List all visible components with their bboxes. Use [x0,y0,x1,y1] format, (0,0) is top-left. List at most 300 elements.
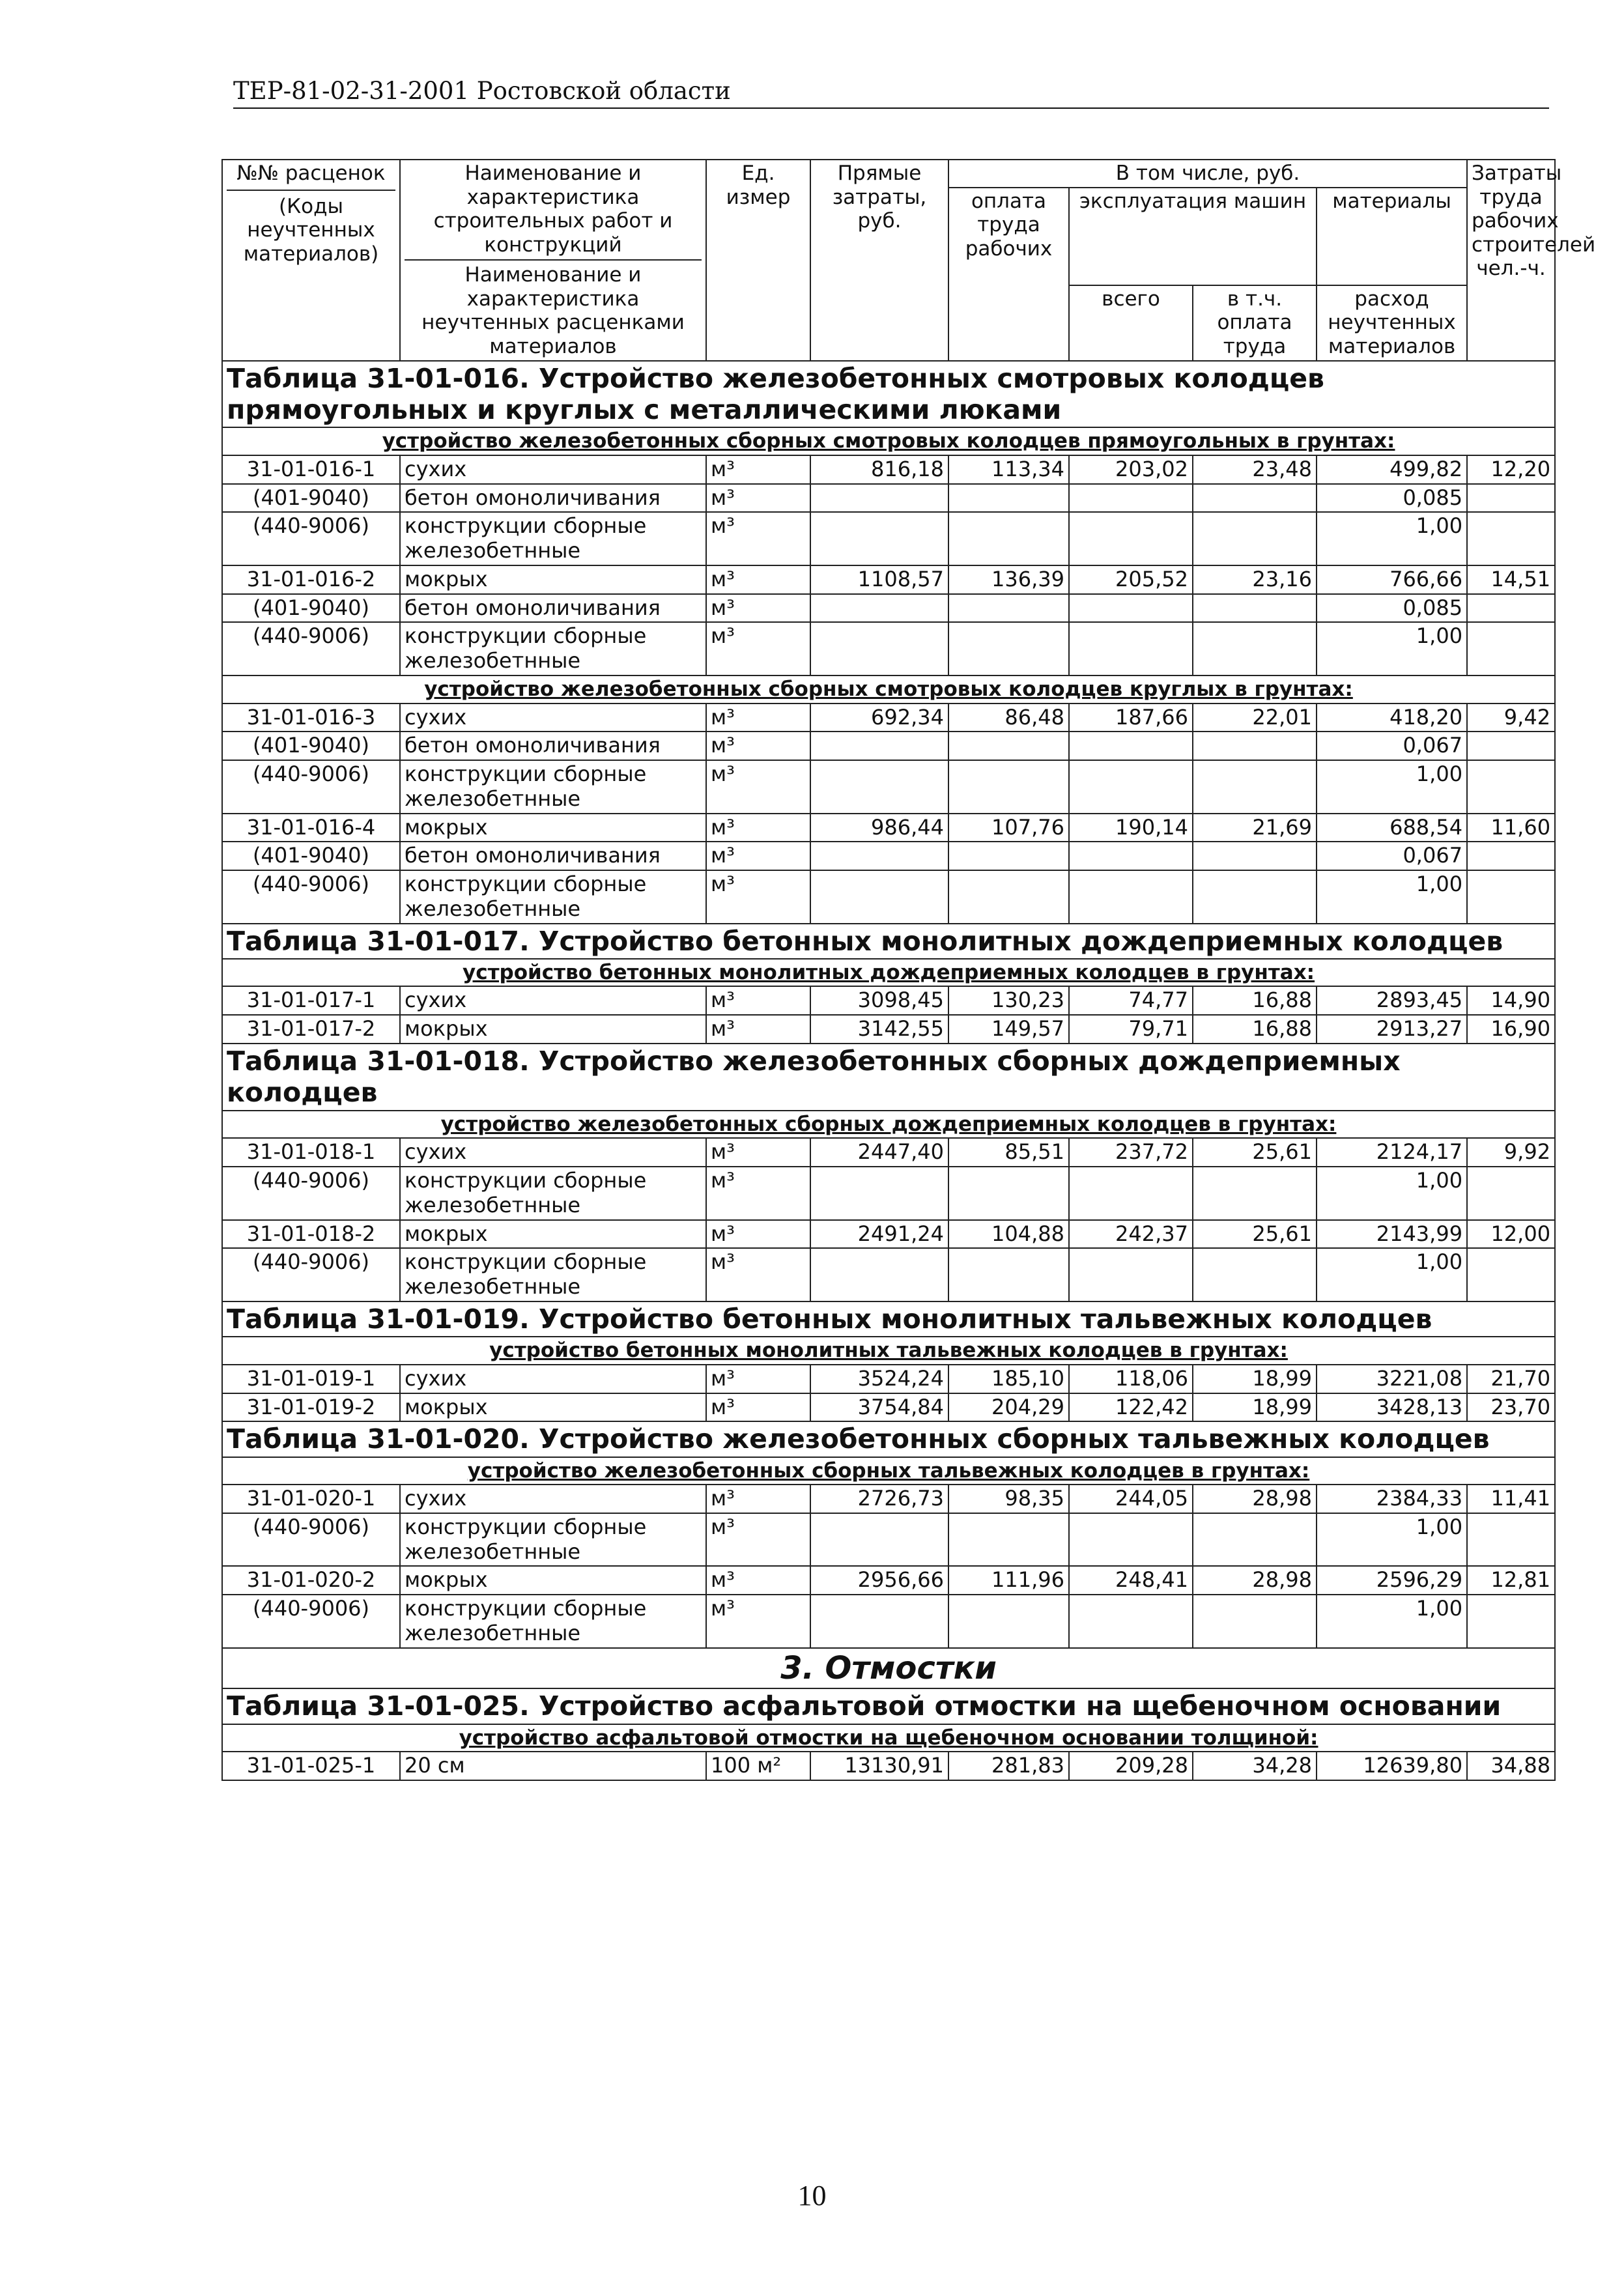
material-unit: м³ [706,484,810,513]
machines-total: 79,71 [1069,1015,1193,1044]
group-heading-row [222,1457,1555,1485]
empty-cell [948,622,1069,675]
work-name: мокрых [400,1220,706,1249]
unit: м³ [706,1365,810,1393]
machines-wages: 18,99 [1193,1393,1317,1422]
materials: 766,66 [1317,565,1467,594]
machines-total: 209,28 [1069,1752,1193,1780]
material-name: конструкции сборные железобетнные [400,760,706,814]
material-quantity: 1,00 [1317,512,1467,565]
machines-total: 242,37 [1069,1220,1193,1249]
rate-code: 31-01-018-1 [222,1138,400,1167]
machines-total: 187,66 [1069,704,1193,732]
table-title-row [222,1044,1555,1111]
empty-cell [948,1595,1069,1648]
material-row [222,870,1555,924]
rate-code: 31-01-018-2 [222,1220,400,1249]
empty-cell [1069,760,1193,814]
material-row [222,1248,1555,1301]
machines-total: 244,05 [1069,1485,1193,1513]
machines-total: 122,42 [1069,1393,1193,1422]
empty-cell [1467,1513,1555,1567]
group-heading [222,959,1555,987]
group-heading-text: устройство асфальтовой отмостки на щебеночном основании толщиной: [459,1726,1318,1750]
empty-cell [948,484,1069,513]
section-heading-row [222,1648,1555,1689]
wages: 281,83 [948,1752,1069,1780]
material-unit: м³ [706,1513,810,1567]
work-name: сухих [400,455,706,484]
table-row [222,1365,1555,1393]
empty-cell [1069,594,1193,623]
material-row [222,1513,1555,1567]
wages: 98,35 [948,1485,1069,1513]
labor-costs: 16,90 [1467,1015,1555,1044]
group-heading-row [222,1111,1555,1139]
work-name: мокрых [400,1566,706,1595]
material-code: (440-9006) [222,1513,400,1567]
empty-cell [1193,594,1317,623]
material-code: (440-9006) [222,760,400,814]
group-heading [222,675,1555,704]
machines-wages: 28,98 [1193,1566,1317,1595]
empty-cell [1069,732,1193,760]
wages: 185,10 [948,1365,1069,1393]
table-title-row [222,924,1555,959]
empty-cell [810,594,948,623]
machines-total: 190,14 [1069,814,1193,842]
material-unit: м³ [706,622,810,675]
empty-cell [810,1595,948,1648]
wages: 113,34 [948,455,1069,484]
group-heading [222,1457,1555,1485]
material-name: конструкции сборные железобетнные [400,1248,706,1301]
rate-code: 31-01-019-2 [222,1393,400,1422]
material-unit: м³ [706,870,810,924]
materials: 2913,27 [1317,1015,1467,1044]
materials: 3221,08 [1317,1365,1467,1393]
table-row [222,1220,1555,1249]
machines-total: 248,41 [1069,1566,1193,1595]
table-row [222,986,1555,1015]
empty-cell [1069,484,1193,513]
empty-cell [1069,512,1193,565]
unit: м³ [706,1566,810,1595]
materials: 2143,99 [1317,1220,1467,1249]
rates-table [221,159,1596,1781]
material-name: конструкции сборные железобетнные [400,512,706,565]
column-machines-total-header: всего [1069,285,1193,361]
empty-cell [810,842,948,870]
group-heading-text: устройство железобетонных сборных дождеприемных колодцев в грунтах: [440,1112,1337,1136]
table-row [222,1752,1555,1780]
empty-cell [1069,622,1193,675]
empty-cell [1193,1167,1317,1220]
document-header: ТЕР-81-02-31-2001 Ростовской области [233,77,1549,109]
table-title: Таблица 31-01-020. Устройство железобетонных сборных тальвежных колодцев [222,1421,1555,1457]
material-unit: м³ [706,594,810,623]
table-title: Таблица 31-01-017. Устройство бетонных монолитных дождеприемных колодцев [222,924,1555,959]
machines-wages: 18,99 [1193,1365,1317,1393]
material-name: конструкции сборные железобетнные [400,1595,706,1648]
rate-code: 31-01-017-2 [222,1015,400,1044]
machines-wages: 25,61 [1193,1138,1317,1167]
direct-costs: 13130,91 [810,1752,948,1780]
empty-cell [1193,484,1317,513]
table-title: Таблица 31-01-025. Устройство асфальтовой отмостки на щебеночном основании [222,1688,1555,1724]
material-code: (440-9006) [222,1595,400,1648]
unit: м³ [706,565,810,594]
wages: 149,57 [948,1015,1069,1044]
direct-costs: 2956,66 [810,1566,948,1595]
table-title-row [222,361,1555,428]
unit: м³ [706,814,810,842]
machines-wages: 23,48 [1193,455,1317,484]
machines-wages: 21,69 [1193,814,1317,842]
labor-costs: 12,00 [1467,1220,1555,1249]
empty-cell [1193,512,1317,565]
wages: 136,39 [948,565,1069,594]
empty-cell [1069,870,1193,924]
work-name: сухих [400,986,706,1015]
empty-cell [1467,512,1555,565]
material-code: (440-9006) [222,870,400,924]
work-name: сухих [400,1138,706,1167]
empty-cell [948,732,1069,760]
material-code: (440-9006) [222,622,400,675]
material-code: (401-9040) [222,732,400,760]
group-heading [222,1337,1555,1365]
empty-cell [810,1513,948,1567]
materials: 3428,13 [1317,1393,1467,1422]
material-row [222,842,1555,870]
material-code: (401-9040) [222,594,400,623]
table-row [222,1015,1555,1044]
machines-total: 205,52 [1069,565,1193,594]
material-name: бетон омоноличивания [400,484,706,513]
rate-code: 31-01-020-1 [222,1485,400,1513]
rate-code: 31-01-020-2 [222,1566,400,1595]
column-unit-header: Ед. измер [706,160,810,361]
empty-cell [810,1167,948,1220]
wages: 104,88 [948,1220,1069,1249]
group-heading-row [222,959,1555,987]
unit: м³ [706,1015,810,1044]
direct-costs: 3098,45 [810,986,948,1015]
work-name: сухих [400,1365,706,1393]
empty-cell [810,870,948,924]
machines-total: 237,72 [1069,1138,1193,1167]
machines-wages: 25,61 [1193,1220,1317,1249]
material-row [222,1167,1555,1220]
column-direct-header: Прямые затраты, руб. [810,160,948,361]
column-materials-unaccounted-header: расход неучтенных материалов [1317,285,1467,361]
column-code-bottom: (Коды неучтенных материалов) [243,194,379,266]
table-row [222,1485,1555,1513]
empty-cell [1193,870,1317,924]
material-row [222,760,1555,814]
material-code: (401-9040) [222,842,400,870]
unit: 100 м² [706,1752,810,1780]
direct-costs: 692,34 [810,704,948,732]
material-quantity: 1,00 [1317,1167,1467,1220]
rate-code: 31-01-017-1 [222,986,400,1015]
rate-code: 31-01-016-4 [222,814,400,842]
unit: м³ [706,1138,810,1167]
empty-cell [1467,760,1555,814]
empty-cell [1069,1513,1193,1567]
labor-costs: 9,42 [1467,704,1555,732]
labor-costs: 11,41 [1467,1485,1555,1513]
work-name: сухих [400,1485,706,1513]
direct-costs: 2447,40 [810,1138,948,1167]
material-row [222,512,1555,565]
rates-content [221,159,1596,1781]
unit: м³ [706,455,810,484]
material-unit: м³ [706,1167,810,1220]
empty-cell [1467,1595,1555,1648]
material-name: конструкции сборные железобетнные [400,870,706,924]
work-name: мокрых [400,565,706,594]
material-name: конструкции сборные железобетнные [400,1167,706,1220]
labor-costs: 14,51 [1467,565,1555,594]
column-name-top: Наименование и характеристика строительных работ и конструкций [405,162,702,261]
material-quantity: 0,067 [1317,732,1467,760]
empty-cell [810,760,948,814]
materials: 12639,80 [1317,1752,1467,1780]
unit: м³ [706,1485,810,1513]
empty-cell [1069,1595,1193,1648]
table-row [222,1393,1555,1422]
material-row [222,594,1555,623]
group-heading-text: устройство бетонных монолитных тальвежных колодцев в грунтах: [489,1339,1288,1363]
machines-wages: 34,28 [1193,1752,1317,1780]
material-quantity: 1,00 [1317,760,1467,814]
column-including-header: В том числе, руб. [948,160,1467,188]
wages: 107,76 [948,814,1069,842]
table-row [222,814,1555,842]
section-heading: 3. Отмостки [222,1648,1555,1689]
materials: 418,20 [1317,704,1467,732]
table-row [222,1566,1555,1595]
empty-cell [1467,594,1555,623]
table-row [222,565,1555,594]
materials: 2384,33 [1317,1485,1467,1513]
material-quantity: 1,00 [1317,1513,1467,1567]
direct-costs: 1108,57 [810,565,948,594]
labor-costs: 14,90 [1467,986,1555,1015]
machines-wages: 22,01 [1193,704,1317,732]
materials: 2596,29 [1317,1566,1467,1595]
empty-cell [1193,1248,1317,1301]
empty-cell [1467,484,1555,513]
empty-cell [810,512,948,565]
machines-total: 203,02 [1069,455,1193,484]
machines-total: 118,06 [1069,1365,1193,1393]
machines-wages: 16,88 [1193,986,1317,1015]
labor-costs: 21,70 [1467,1365,1555,1393]
column-wages-header: оплата труда рабочих [948,188,1069,361]
materials: 2124,17 [1317,1138,1467,1167]
empty-cell [948,1167,1069,1220]
wages: 85,51 [948,1138,1069,1167]
table-title: Таблица 31-01-019. Устройство бетонных монолитных тальвежных колодцев [222,1301,1555,1337]
wages: 86,48 [948,704,1069,732]
empty-cell [1069,842,1193,870]
empty-cell [810,732,948,760]
empty-cell [948,512,1069,565]
empty-cell [810,1248,948,1301]
work-name: сухих [400,704,706,732]
column-machines-wages-header: в т.ч. оплата труда [1193,285,1317,361]
materials: 499,82 [1317,455,1467,484]
rate-code: 31-01-016-2 [222,565,400,594]
work-name: мокрых [400,1393,706,1422]
group-heading-text: устройство железобетонных сборных смотровых колодцев прямоугольных в грунтах: [382,429,1395,453]
material-row [222,1595,1555,1648]
work-name: мокрых [400,1015,706,1044]
labor-costs: 12,81 [1467,1566,1555,1595]
column-materials-header: материалы [1317,188,1467,285]
column-code-header [222,160,400,361]
group-heading-text: устройство железобетонных сборных тальвежных колодцев в грунтах: [467,1458,1310,1483]
material-row [222,484,1555,513]
direct-costs: 3142,55 [810,1015,948,1044]
group-heading-row [222,1337,1555,1365]
column-labor-header: Затраты труда рабочих строителей чел.-ч. [1467,160,1555,361]
work-name: 20 см [400,1752,706,1780]
material-quantity: 0,085 [1317,484,1467,513]
table-title: Таблица 31-01-016. Устройство железобетонных смотровых колодцев прямоугольных и круглых с металлическими люками [222,361,1555,428]
materials: 688,54 [1317,814,1467,842]
empty-cell [948,594,1069,623]
empty-cell [810,622,948,675]
group-heading-text: устройство бетонных монолитных дождеприемных колодцев в грунтах: [462,960,1315,984]
group-heading-text: устройство железобетонных сборных смотровых колодцев круглых в грунтах: [424,677,1353,701]
direct-costs: 3524,24 [810,1365,948,1393]
group-heading-row [222,675,1555,704]
material-quantity: 1,00 [1317,622,1467,675]
material-quantity: 0,085 [1317,594,1467,623]
empty-cell [1069,1248,1193,1301]
table-title: Таблица 31-01-018. Устройство железобетонных сборных дождеприемных колодцев [222,1044,1555,1111]
machines-wages: 23,16 [1193,565,1317,594]
wages: 130,23 [948,986,1069,1015]
material-code: (440-9006) [222,1248,400,1301]
material-name: конструкции сборные железобетнные [400,1513,706,1567]
group-heading-row [222,1724,1555,1752]
work-name: мокрых [400,814,706,842]
table-row [222,1138,1555,1167]
empty-cell [1193,1595,1317,1648]
empty-cell [948,760,1069,814]
rate-code: 31-01-019-1 [222,1365,400,1393]
empty-cell [1193,842,1317,870]
column-code-top: №№ расценок [227,162,395,191]
table-row [222,455,1555,484]
column-name-bottom: Наименование и характеристика неучтенных расценками материалов [421,263,685,359]
material-code: (440-9006) [222,1167,400,1220]
empty-cell [948,842,1069,870]
material-name: конструкции сборные железобетнные [400,622,706,675]
empty-cell [1467,842,1555,870]
table-title-row [222,1301,1555,1337]
empty-cell [1467,870,1555,924]
table-row [222,704,1555,732]
empty-cell [1467,1167,1555,1220]
rate-code: 31-01-016-1 [222,455,400,484]
machines-wages: 28,98 [1193,1485,1317,1513]
group-heading-row [222,427,1555,455]
empty-cell [948,870,1069,924]
empty-cell [1193,622,1317,675]
labor-costs: 23,70 [1467,1393,1555,1422]
direct-costs: 2491,24 [810,1220,948,1249]
wages: 111,96 [948,1566,1069,1595]
direct-costs: 816,18 [810,455,948,484]
table-title-row [222,1421,1555,1457]
machines-total: 74,77 [1069,986,1193,1015]
material-quantity: 0,067 [1317,842,1467,870]
direct-costs: 3754,84 [810,1393,948,1422]
empty-cell [1467,732,1555,760]
table-header [222,160,1596,361]
labor-costs: 12,20 [1467,455,1555,484]
material-row [222,622,1555,675]
unit: м³ [706,1393,810,1422]
empty-cell [948,1248,1069,1301]
materials: 2893,45 [1317,986,1467,1015]
machines-wages: 16,88 [1193,1015,1317,1044]
unit: м³ [706,704,810,732]
labor-costs: 34,88 [1467,1752,1555,1780]
empty-cell [1069,1167,1193,1220]
material-name: бетон омоноличивания [400,732,706,760]
rate-code: 31-01-025-1 [222,1752,400,1780]
group-heading [222,1111,1555,1139]
empty-cell [1193,1513,1317,1567]
unit: м³ [706,986,810,1015]
empty-cell [810,484,948,513]
labor-costs: 9,92 [1467,1138,1555,1167]
material-quantity: 1,00 [1317,1248,1467,1301]
material-row [222,732,1555,760]
empty-cell [1193,732,1317,760]
unit: м³ [706,1220,810,1249]
labor-costs: 11,60 [1467,814,1555,842]
material-unit: м³ [706,842,810,870]
material-name: бетон омоноличивания [400,842,706,870]
column-name-header [400,160,706,361]
column-machines-header: эксплуатация машин [1069,188,1317,285]
group-heading [222,427,1555,455]
material-code: (440-9006) [222,512,400,565]
direct-costs: 2726,73 [810,1485,948,1513]
material-quantity: 1,00 [1317,870,1467,924]
wages: 204,29 [948,1393,1069,1422]
table-title-row [222,1688,1555,1724]
material-unit: м³ [706,1248,810,1301]
material-quantity: 1,00 [1317,1595,1467,1648]
rate-code: 31-01-016-3 [222,704,400,732]
table-body [222,361,1555,1780]
page-number: 10 [797,2180,827,2211]
group-heading [222,1724,1555,1752]
material-unit: м³ [706,732,810,760]
material-name: бетон омоноличивания [400,594,706,623]
material-unit: м³ [706,760,810,814]
material-unit: м³ [706,512,810,565]
